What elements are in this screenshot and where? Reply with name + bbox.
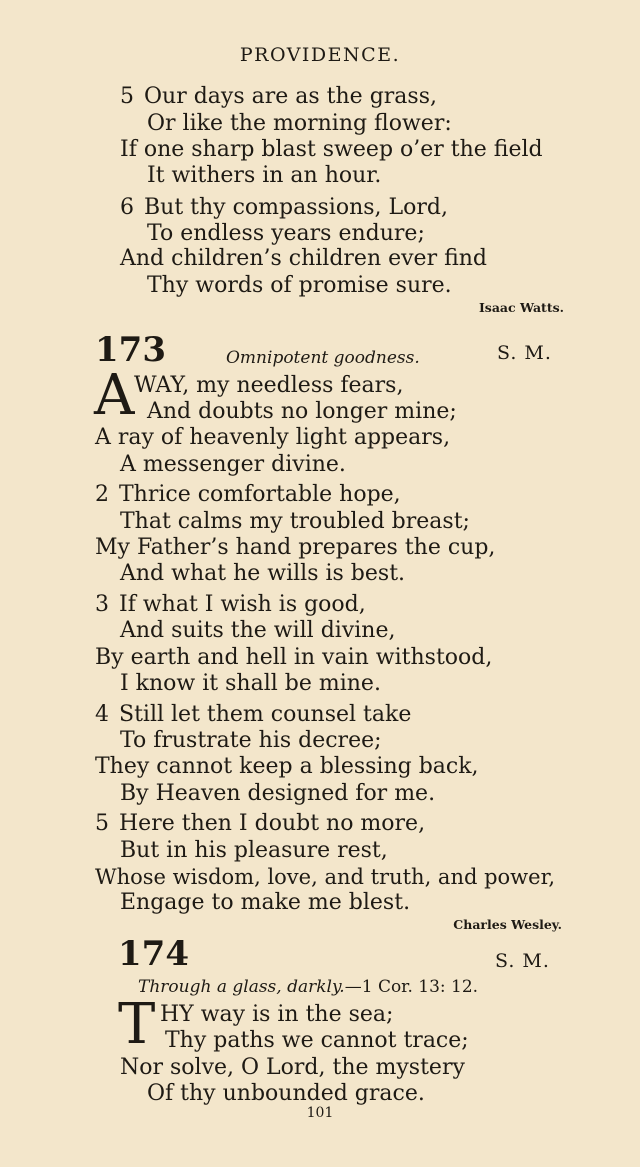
verse-line: 2 Thrice comfortable hope, [95,482,401,507]
hymn-meter: S. M. [497,342,552,364]
verse-line: That calms my troubled breast; [120,509,470,534]
scripture-citation: —1 Cor. 13: 12. [344,977,479,997]
verse-line: To endless years endure; [147,221,425,246]
verse-number: 3 [95,592,109,617]
verse-line: And suits the will divine, [120,618,396,643]
verse-line: HY way is in the sea; [160,1002,394,1027]
hymn-number: 173 [95,330,166,370]
verse-line: Thy words of promise sure. [147,273,452,298]
hymn-number: 174 [118,934,189,974]
verse-line: They cannot keep a blessing back, [95,754,479,779]
verse-line: Whose wisdom, love, and truth, and power, [95,865,555,889]
verse-number: 4 [95,702,109,727]
verse-number: 5 [95,811,109,836]
hymn-meter: S. M. [495,950,550,972]
hymn-title: Omnipotent goodness. [226,348,420,368]
verse-line: A ray of heavenly light appears, [95,425,451,450]
hymn-title: Through a glass, darkly. [138,977,345,997]
verse-line: But in his pleasure rest, [120,838,388,863]
verse-line: And doubts no longer mine; [147,399,457,424]
drop-cap: A [94,363,135,428]
verse-line: My Father’s hand prepares the cup, [95,535,496,560]
verse-line: And what he wills is best. [120,561,406,586]
verse-line: 5 Here then I doubt no more, [95,811,426,836]
verse-line: By earth and hell in vain withstood, [95,645,493,670]
scripture-reference [138,977,478,997]
verse-line: If one sharp blast sweep o’er the field [120,137,543,162]
verse-line: WAY, my needless fears, [134,373,404,398]
author-attribution: Isaac Watts. [478,300,564,315]
page-number: 101 [306,1105,334,1121]
running-head: PROVIDENCE. [239,44,401,66]
verse-line: To frustrate his decree; [120,728,382,753]
verse-line: A messenger divine. [120,452,346,477]
verse-line: By Heaven designed for me. [120,781,436,806]
verse-line: And children’s children ever find [120,246,488,271]
verse-line: Nor solve, O Lord, the mystery [120,1055,465,1080]
verse-number: 2 [95,482,109,507]
drop-cap: T [118,992,156,1057]
verse-line: It withers in an hour. [147,163,382,188]
verse-line: Of thy unbounded grace. [147,1081,425,1106]
verse-number: 5 [120,84,134,109]
verse-line: Engage to make me blest. [120,890,411,915]
verse-line: Or like the morning flower: [147,111,452,136]
verse-line: 6 But thy compassions, Lord, [120,195,448,220]
verse-line: 5 Our days are as the grass, [120,84,437,109]
verse-number: 6 [120,195,134,220]
verse-line: 3 If what I wish is good, [95,592,366,617]
verse-line: 4 Still let them counsel take [95,702,412,727]
verse-line: Thy paths we cannot trace; [165,1028,469,1053]
author-attribution: Charles Wesley. [453,917,562,932]
verse-line: I know it shall be mine. [120,671,381,696]
